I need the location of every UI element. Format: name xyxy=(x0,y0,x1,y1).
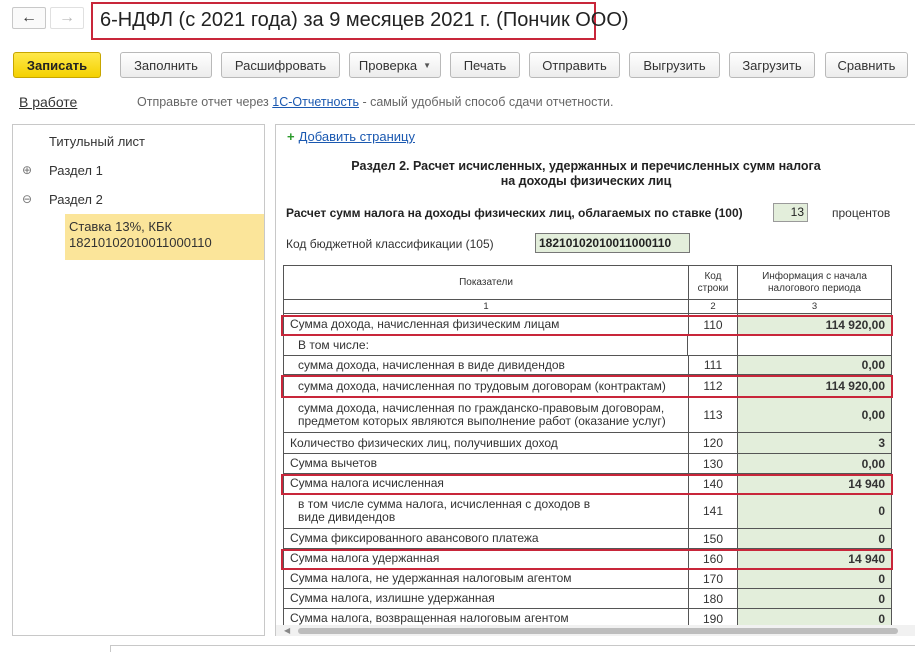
row-label: сумма дохода, начисленная по трудовым договорам (контрактам) xyxy=(283,375,688,398)
table-row xyxy=(283,494,892,529)
row-value[interactable]: 0,00 xyxy=(737,454,892,474)
row-label: Сумма налога, не удержанная налоговым агентом xyxy=(283,569,688,589)
table-row xyxy=(283,336,892,356)
caret-down-icon: ▼ xyxy=(423,60,432,70)
row-label: Сумма налога удержанная xyxy=(283,549,688,569)
row-value[interactable]: 14 940 xyxy=(737,474,892,494)
tree-item-section-2[interactable]: Раздел 2 xyxy=(49,192,103,207)
row-label: Сумма налога исчисленная xyxy=(283,474,688,494)
row-code: 112 xyxy=(688,375,737,398)
row-code: 113 xyxy=(688,398,737,433)
table-row xyxy=(283,549,892,569)
tree-item-rate-line2: 18210102010011000110 xyxy=(69,235,212,250)
table-row xyxy=(283,375,892,398)
send-button[interactable]: Отправить xyxy=(529,52,620,78)
row-code: 170 xyxy=(688,569,737,589)
table-row xyxy=(283,474,892,494)
expand-icon[interactable]: ⊕ xyxy=(22,163,33,177)
row-value[interactable]: 3 xyxy=(737,433,892,454)
tree-item-rate-13-selected[interactable] xyxy=(65,214,264,260)
report-form-panel xyxy=(275,124,915,636)
check-label: Проверка xyxy=(358,57,418,73)
row-value[interactable]: 0,00 xyxy=(737,356,892,375)
col-number-3: 3 xyxy=(737,300,892,314)
scroll-thumb[interactable] xyxy=(298,628,898,634)
header-indicators: Показатели xyxy=(283,265,689,300)
add-page-link[interactable] xyxy=(287,129,415,144)
table-row xyxy=(283,569,892,589)
export-button[interactable]: Выгрузить xyxy=(629,52,720,78)
arrow-right-icon: → xyxy=(59,9,75,26)
row-code: 190 xyxy=(688,609,737,629)
row-code: 110 xyxy=(688,314,737,336)
forward-button[interactable] xyxy=(50,7,84,29)
section-title xyxy=(316,159,856,189)
row-value[interactable]: 0 xyxy=(737,569,892,589)
rate-label: Расчет сумм налога на доходы физических лиц, облагаемых по ставке (100) xyxy=(286,206,743,220)
collapse-icon[interactable]: ⊖ xyxy=(22,192,33,206)
status-link[interactable]: В работе xyxy=(19,94,78,110)
row-code: 140 xyxy=(688,474,737,494)
rate-field[interactable]: 13 xyxy=(773,203,808,222)
add-page-label: Добавить страницу xyxy=(298,129,415,144)
print-button[interactable]: Печать xyxy=(450,52,520,78)
row-label: Сумма налога, излишне удержанная xyxy=(283,589,688,609)
table-row xyxy=(283,529,892,549)
back-button[interactable] xyxy=(12,7,46,29)
table-row xyxy=(283,454,892,474)
row-value xyxy=(737,336,892,356)
page-title: 6-НДФЛ (с 2021 года) за 9 месяцев 2021 г. (Пончик ООО) xyxy=(91,2,596,40)
check-dropdown-button[interactable] xyxy=(349,52,441,78)
compare-button[interactable]: Сравнить xyxy=(825,52,908,78)
kbk-field[interactable]: 18210102010011000110 xyxy=(535,233,690,253)
import-button[interactable]: Загрузить xyxy=(729,52,815,78)
table-row xyxy=(283,433,892,454)
section-tree xyxy=(12,124,265,636)
reporting-link[interactable]: 1С-Отчетность xyxy=(272,95,359,109)
table-row xyxy=(283,314,892,336)
header-line-code: Код строки xyxy=(688,265,738,300)
section-title-line1: Раздел 2. Расчет исчисленных, удержанных и перечисленных сумм налога xyxy=(351,159,821,173)
row-label: сумма дохода, начисленная по гражданско-правовым договорам, предметом которых являются выполнение работ (оказание услуг) xyxy=(283,398,688,433)
row-label: Сумма дохода, начисленная физическим лицам xyxy=(283,314,688,336)
table-row xyxy=(283,589,892,609)
row-code: 180 xyxy=(688,589,737,609)
rate-unit: процентов xyxy=(832,206,891,220)
row-value[interactable]: 14 940 xyxy=(737,549,892,569)
table-row xyxy=(283,356,892,375)
row-code: 141 xyxy=(688,494,737,529)
row-value[interactable]: 0,00 xyxy=(737,398,892,433)
section-title-line2: на доходы физических лиц xyxy=(500,174,672,188)
fill-button[interactable]: Заполнить xyxy=(120,52,212,78)
row-label: Сумма фиксированного авансового платежа xyxy=(283,529,688,549)
kbk-label: Код бюджетной классификации (105) xyxy=(286,237,494,251)
row-code: 150 xyxy=(688,529,737,549)
row-code: 160 xyxy=(688,549,737,569)
header-period-info: Информация с начала налогового периода xyxy=(737,265,892,300)
col-number-1: 1 xyxy=(283,300,689,314)
row-value[interactable]: 0 xyxy=(737,529,892,549)
scroll-left-icon[interactable]: ◀ xyxy=(284,626,291,635)
arrow-left-icon: ← xyxy=(21,9,37,26)
row-code: 120 xyxy=(688,433,737,454)
row-label: сумма дохода, начисленная в виде дивидендов xyxy=(283,356,688,375)
row-label: Количество физических лиц, получивших доход xyxy=(283,433,688,454)
row-label: Сумма налога, возвращенная налоговым агентом xyxy=(283,609,688,629)
info-suffix: - самый удобный способ сдачи отчетности. xyxy=(358,95,614,109)
row-code: 130 xyxy=(688,454,737,474)
horizontal-scrollbar[interactable] xyxy=(276,625,915,636)
row-code xyxy=(688,336,737,356)
col-number-2: 2 xyxy=(688,300,738,314)
row-label: Сумма вычетов xyxy=(283,454,688,474)
row-value[interactable]: 0 xyxy=(737,589,892,609)
tree-item-rate-line1: Ставка 13%, КБК xyxy=(69,219,173,234)
row-value[interactable]: 114 920,00 xyxy=(737,375,892,398)
table-row xyxy=(283,398,892,433)
plus-icon: + xyxy=(287,129,295,144)
row-value[interactable]: 114 920,00 xyxy=(737,314,892,336)
tree-item-section-1[interactable]: Раздел 1 xyxy=(49,163,103,178)
info-message xyxy=(137,95,614,109)
save-button[interactable]: Записать xyxy=(13,52,101,78)
decode-button[interactable]: Расшифровать xyxy=(221,52,340,78)
row-code: 111 xyxy=(688,356,737,375)
row-label: в том числе сумма налога, исчисленная с доходов в виде дивидендов xyxy=(283,494,688,529)
row-value[interactable]: 0 xyxy=(737,494,892,529)
row-label: В том числе: xyxy=(283,336,688,356)
tree-item-title-page[interactable]: Титульный лист xyxy=(49,134,146,149)
row-value[interactable]: 0 xyxy=(737,609,892,629)
info-prefix: Отправьте отчет через xyxy=(137,95,273,109)
